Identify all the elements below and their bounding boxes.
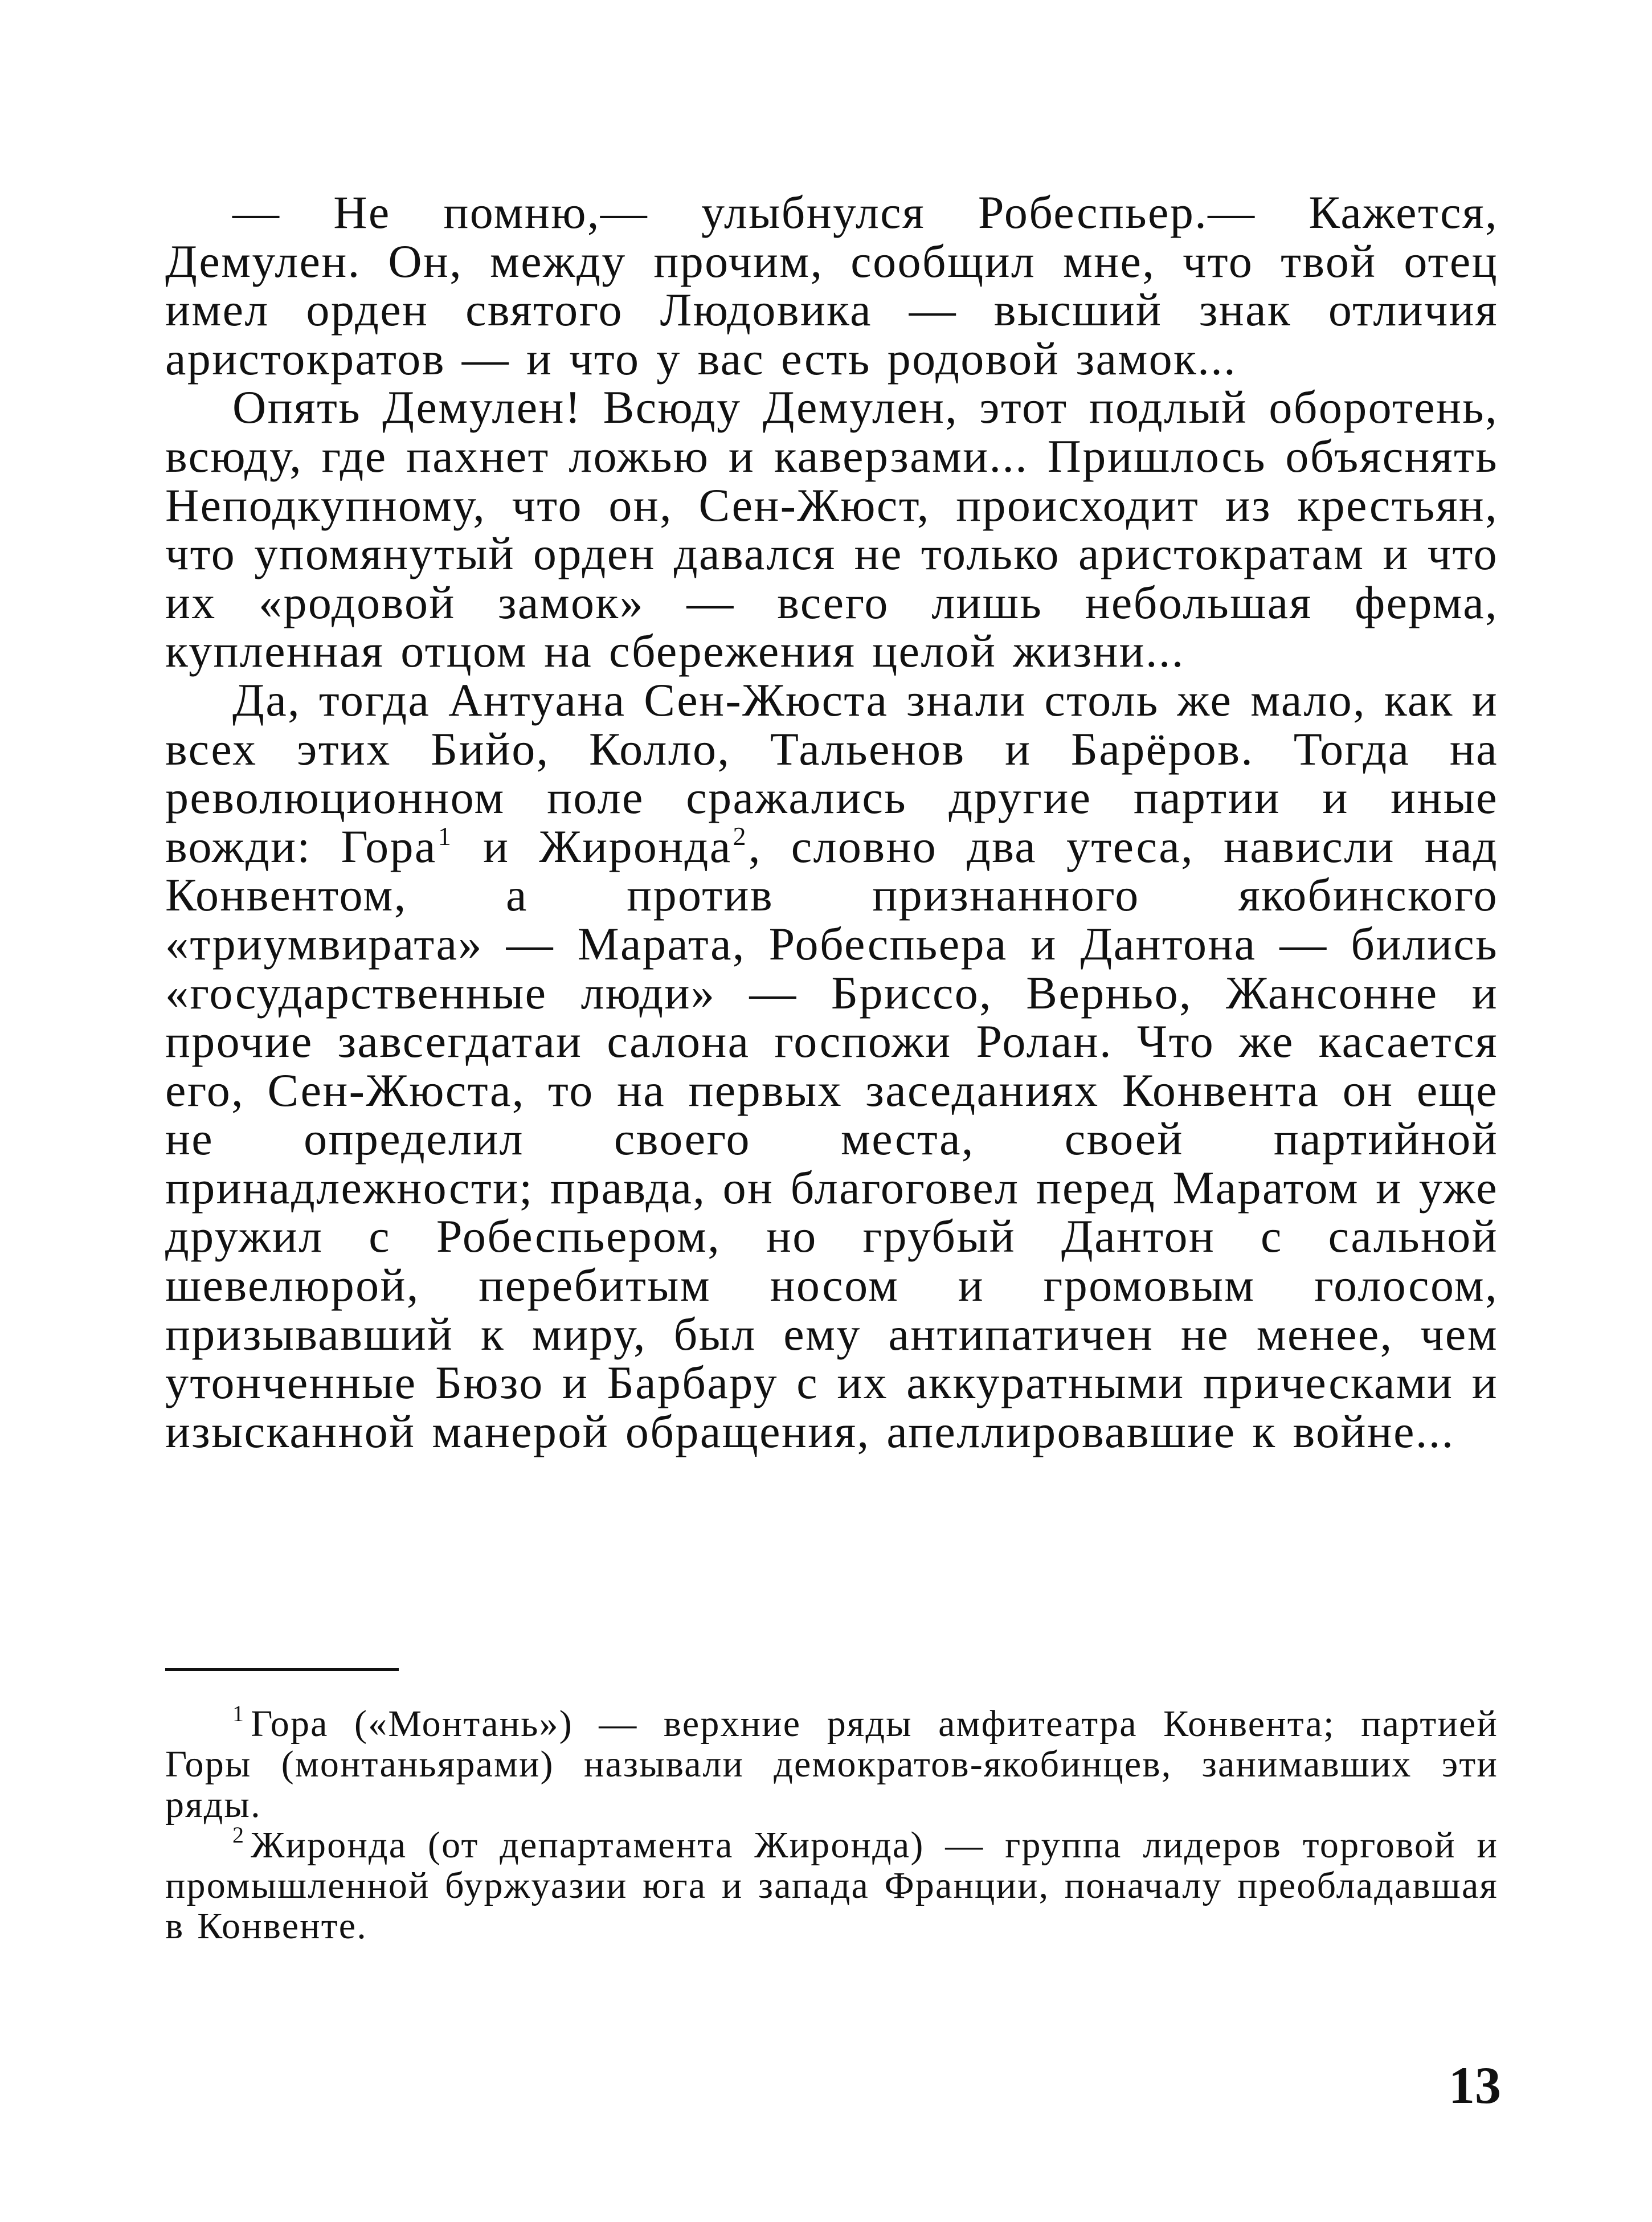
footnote-divider bbox=[165, 1668, 399, 1671]
footnotes bbox=[165, 1701, 1498, 1947]
footnote-2 bbox=[165, 1822, 1498, 1947]
paragraph-3-text-a: Да, тогда Антуана Сен-Жюста знали столь же мало, как и всех этих Бийо, Колло, Тальенов и Барёров. Тогда на революционном поле сражались другие партии и иные вожди: Гора bbox=[165, 673, 1498, 872]
footnote-ref-2: 2 bbox=[733, 821, 747, 851]
paragraph-1: — Не помню,— улыбнулся Робеспьер.— Кажется, Демулен. Он, между прочим, сообщил мне, что твой отец имел орден святого Людовика — высший знак отличия аристократов — и что у вас есть родовой замок... bbox=[165, 186, 1498, 385]
footnote-1-number: 1 bbox=[232, 1701, 246, 1726]
paragraph-3 bbox=[165, 673, 1498, 1457]
footnote-2-text: Жиронда (от департамента Жиронда) — группа лидеров торговой и промышленной буржуазии юга и запада Франции, поначалу преобладавшая в Конвенте. bbox=[165, 1824, 1498, 1947]
paragraph-3-text-c: , словно два утеса, нависли над Конвентом, а против признанного якобинского «триумвирата» — Марата, Робеспьера и Дантона — бились «государственные люди» — Бриссо, Верньо, Жансонне и прочие завсегдатаи салона госпожи Ролан. Что же касается его, Сен-Жюста, то на первых заседаниях Конвента он еще не определил своего места, своей партийной принадлежности; правда, он благоговел перед Маратом и уже дружил с Робеспьером, но грубый Дантон с сальной шевелюрой, перебитым носом и громовым голосом, призывавший к миру, был ему антипатичен не менее, чем утонченные Бюзо и Барбару с их аккуратными прическами и изысканной манерой обращения, апеллировавшие к войне... bbox=[165, 820, 1498, 1457]
page-number: 13 bbox=[1449, 2056, 1501, 2114]
footnote-ref-1: 1 bbox=[437, 821, 453, 851]
paragraph-2: Опять Демулен! Всюду Демулен, этот подлый оборотень, всюду, где пахнет ложью и каверзами... Пришлось объяснять Неподкупному, что он, Сен-Жюст, происходит из крестьян, что упомянутый орден давался не только аристократам и что их «родовой замок» — всего лишь небольшая ферма, купленная отцом на сбережения целой жизни... bbox=[165, 381, 1498, 677]
footnote-1-text: Гора («Монтань») — верхние ряды амфитеатра Конвента; партией Горы (монтаньярами) называли демократов-якобинцев, занимавших эти ряды. bbox=[165, 1703, 1498, 1825]
footnote-2-number: 2 bbox=[232, 1822, 246, 1848]
page-body bbox=[165, 186, 1498, 1947]
paragraph-3-text-b: и Жиронда bbox=[453, 820, 732, 872]
footnote-1 bbox=[165, 1701, 1498, 1825]
